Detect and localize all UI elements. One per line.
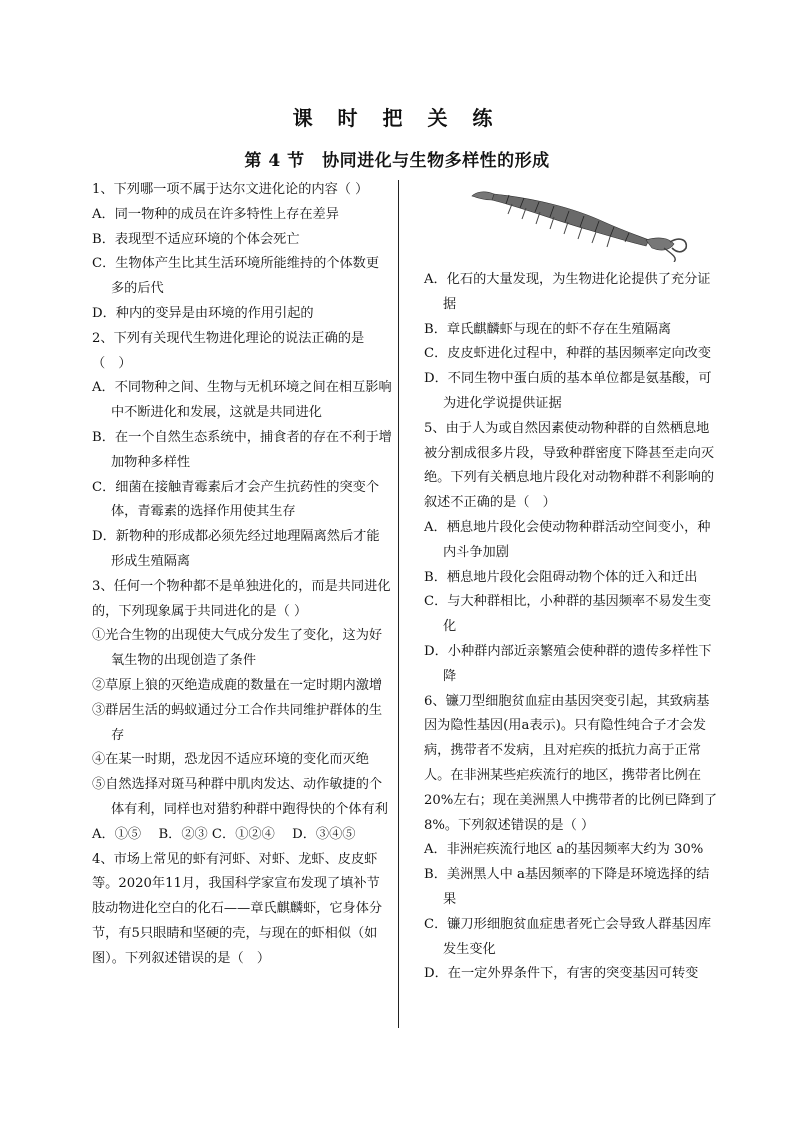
option-a: A．不同物种之间、生物与无机环境之间在相互影响中不断进化和发展，这就是共同进化 [92,380,392,421]
option-d: D．种内的变异是由环境的作用引起的 [92,305,314,321]
question-3 [92,575,392,848]
option-b: B．栖息地片段化会阻碍动物个体的迁入和迁出 [424,569,698,585]
column-divider [398,180,399,1028]
option-c: C．与大种群相比，小种群的基因频率不易发生变化 [424,594,712,635]
option-a: A．非洲疟疾流行地区 a的基因频率大约为 30% [424,842,704,858]
answer-choices: A．①⑤ B．②③ C．①②④ D．③④⑤ [92,826,356,842]
statement-3: ③群居生活的蚂蚁通过分工合作共同维护群体的生存 [92,702,383,743]
statement-2: ②草原上狼的灭绝造成鹿的数量在一定时期内激增 [92,677,383,693]
shrimp-fossil-icon [424,178,722,262]
question-4-options [424,268,722,417]
option-c: C．镰刀形细胞贫血症患者死亡会导致人群基因库发生变化 [424,916,712,957]
option-d: D．不同生物中蛋白质的基本单位都是氨基酸，可为进化学说提供证据 [424,371,712,411]
question-stem: 1、下列哪一项不属于达尔文进化论的内容（ ） [92,182,369,197]
question-4 [92,848,392,972]
question-stem: 4、市场上常见的虾有河虾、对虾、龙虾、皮皮虾等。2020年11月，我国科学家宣布发现了填补节肢动物进化空白的化石——章氏麒麟虾，它身体分节，有5只眼睛和坚硬的壳，与现在的虾相似（如图）。下列叙述错误的是（ ） [92,851,383,966]
question-5 [424,417,722,690]
option-d: D．新物种的形成都必须先经过地理隔离然后才能形成生殖隔离 [92,529,380,569]
question-stem: 6、镰刀型细胞贫血症由基因突变引起，其致病基因为隐性基因(用a表示)。只有隐性纯合子才会发病，携带者不发病，且对疟疾的抵抗力高于正常人。在非洲某些疟疾流行的地区，携带者比例在20%左右；现在美洲黑人中携带者的比例已降到了8%。下列叙述错误的是（ ） [424,693,718,833]
option-b: B．在一个自然生态系统中，捕食者的存在不利于增加物种多样性 [92,429,392,470]
option-c: C．生物体产生比其生活环境所能维持的个体数更多的后代 [92,256,380,297]
option-a: A．化石的大量发现，为生物进化论提供了充分证据 [424,272,711,312]
statement-4: ④在某一时期，恐龙因不适应环境的变化而灭绝 [92,752,369,768]
option-c: C．皮皮虾进化过程中，种群的基因频率定向改变 [424,346,712,362]
left-column [92,178,392,972]
option-b: B．美洲黑人中 a基因频率的下降是环境选择的结果 [424,867,710,907]
option-d: D．在一定外界条件下，有害的突变基因可转变 [424,966,699,982]
fossil-figure [424,178,722,262]
question-2 [92,327,392,575]
statement-5: ⑤自然选择对斑马种群中肌肉发达、动作敏捷的个体有利，同样也对猎豹种群中跑得快的个体有利 [92,777,388,817]
option-b: B．章氏麒麟虾与现在的虾不存在生殖隔离 [424,321,672,337]
statement-1: ①光合生物的出现使大气成分发生了变化，这为好氧生物的出现创造了条件 [92,628,383,669]
right-column [424,178,722,987]
question-stem: 3、任何一个物种都不是单独进化的，而是共同进化的，下列现象属于共同进化的是（ ） [92,578,391,619]
section-title: 第 4 节 协同进化与生物多样性的形成 [244,151,550,171]
question-stem: 5、由于人为或自然因素使动物种群的自然栖息地被分割成很多片段，导致种群密度下降甚至走向灭绝。下列有关栖息地片段化对动物种群不利影响的叙述不正确的是（ ） [424,420,715,511]
question-1 [92,178,392,327]
question-6 [424,690,722,988]
question-stem: 2、下列有关现代生物进化理论的说法正确的是（ ） [92,330,365,371]
option-a: A．栖息地片段化会使动物种群活动空间变小，种内斗争加剧 [424,519,711,560]
option-d: D．小种群内部近亲繁殖会使种群的遗传多样性下降 [424,643,712,684]
page-title: 课 时 把 关 练 [292,106,502,130]
option-b: B．表现型不适应环境的个体会死亡 [92,231,300,247]
option-c: C．细菌在接触青霉素后才会产生抗药性的突变个体，青霉素的选择作用使其生存 [92,479,380,520]
option-a: A．同一物种的成员在许多特性上存在差异 [92,206,339,222]
